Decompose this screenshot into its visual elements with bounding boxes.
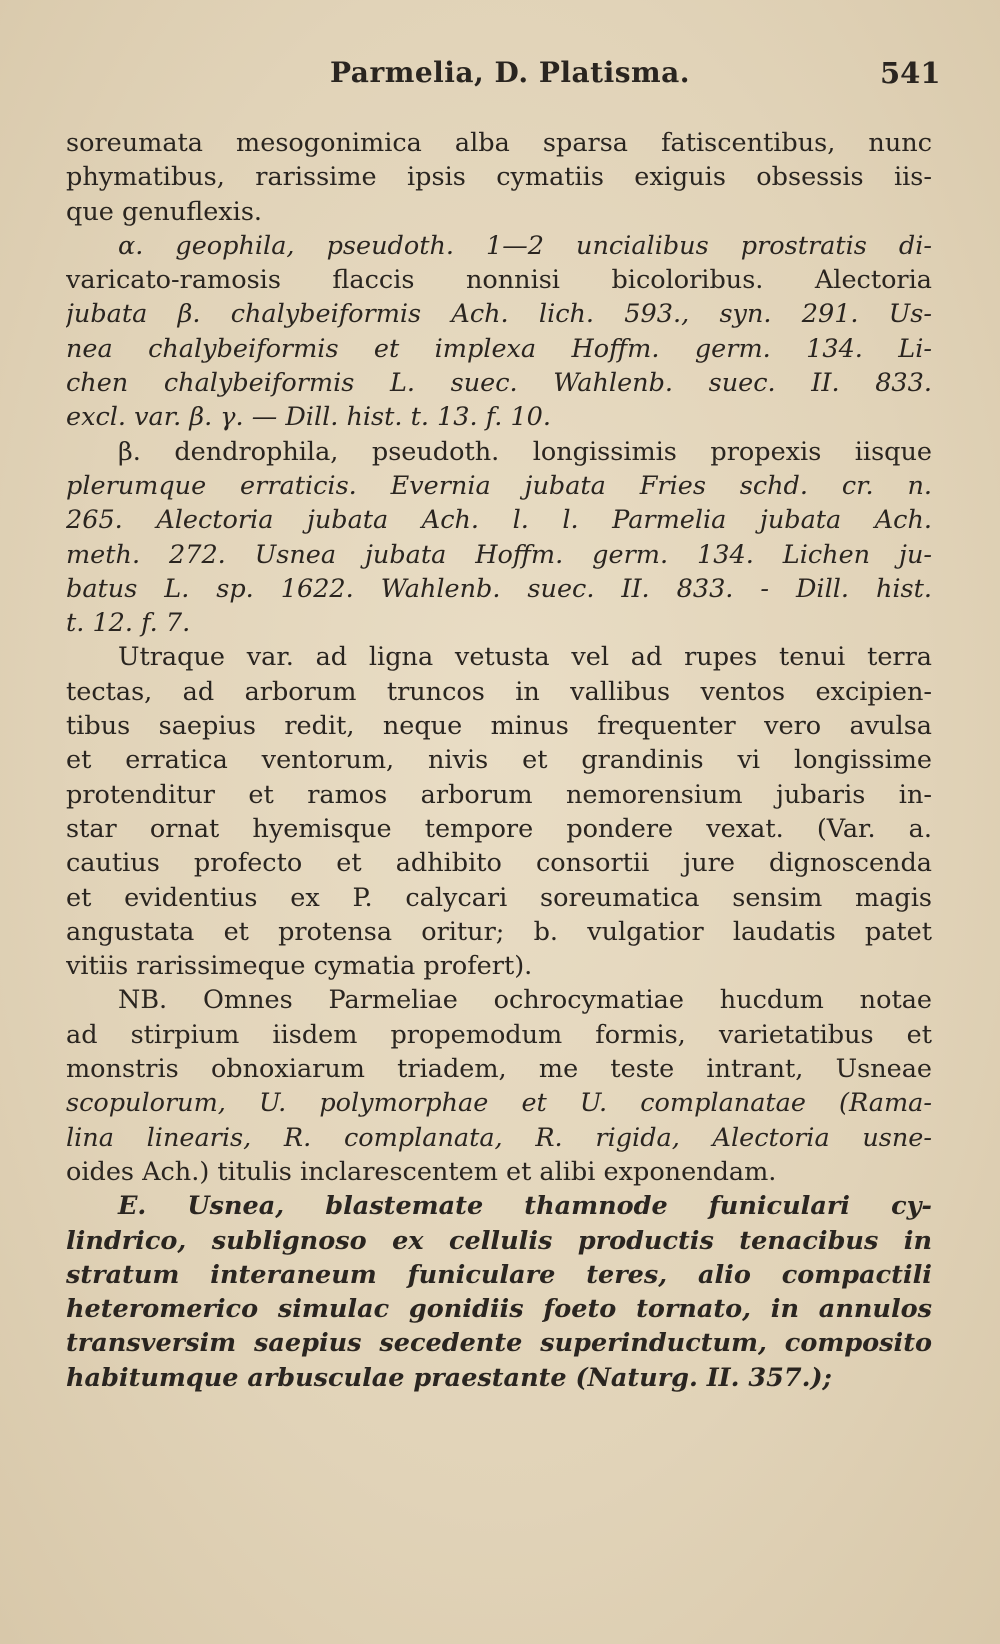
- running-head: Parmelia, D. Platisma.: [330, 56, 691, 89]
- text-line: et evidentius ex P. calycari soreumatica sensim magis: [66, 882, 932, 913]
- text-line: E. Usnea, blastemate thamnode funiculari cy-: [118, 1191, 932, 1222]
- text-line: heteromerico simulac gonidiis foeto tornato, in annulos: [66, 1294, 932, 1325]
- text-line: Utraque var. ad ligna vetusta vel ad rupes tenui terra: [118, 642, 932, 673]
- body-text: [66, 126, 932, 1395]
- text-line: nea chalybeiformis et implexa Hoffm. germ. 134. Li-: [66, 333, 932, 364]
- text-line: que genuflexis.: [66, 196, 263, 227]
- text-line: et erratica ventorum, nivis et grandinis vi longissime: [66, 745, 932, 776]
- text-line: varicato-ramosis flaccis nonnisi bicoloribus. Alectoria: [66, 265, 932, 296]
- page-header: [0, 56, 1000, 96]
- page-number: 541: [880, 56, 941, 90]
- text-line: soreumata mesogonimica alba sparsa fatiscentibus, nunc: [66, 128, 932, 158]
- text-line: tectas, ad arborum truncos in vallibus ventos excipien-: [66, 676, 932, 707]
- text-line: batus L. sp. 1622. Wahlenb. suec. II. 833. - Dill. hist.: [66, 573, 932, 604]
- text-line: habitumque arbusculae praestante (Naturg. II. 357.);: [66, 1362, 832, 1393]
- text-line: stratum interaneum funiculare teres, alio compactili: [66, 1259, 932, 1290]
- text-line: lina linearis, R. complanata, R. rigida, Alectoria usne-: [66, 1122, 932, 1153]
- text-line: t. 12. f. 7.: [66, 608, 191, 639]
- text-line: ad stirpium iisdem propemodum formis, varietatibus et: [66, 1019, 932, 1050]
- text-line: oides Ach.) titulis inclarescentem et alibi exponendam.: [66, 1156, 777, 1187]
- text-line: tibus saepius redit, neque minus frequenter vero avulsa: [66, 711, 932, 742]
- text-line: vitiis rarissimeque cymatia profert).: [66, 951, 533, 982]
- text-line: protenditur et ramos arborum nemorensium jubaris in-: [66, 779, 932, 810]
- text-line: angustata et protensa oritur; b. vulgatior laudatis patet: [66, 916, 932, 947]
- text-line: NB. Omnes Parmeliae ochrocymatiae hucdum notae: [118, 985, 932, 1016]
- text-line: meth. 272. Usnea jubata Hoffm. germ. 134. Lichen ju-: [66, 539, 932, 570]
- text-line: α. geophila, pseudoth. 1—2 uncialibus prostratis di-: [118, 230, 932, 261]
- text-line: phymatibus, rarissime ipsis cymatiis exiguis obsessis iis-: [66, 162, 932, 193]
- text-line: lindrico, sublignoso ex cellulis productis tenacibus in: [66, 1225, 932, 1256]
- text-line: transversim saepius secedente superinductum, composito: [66, 1328, 932, 1359]
- text-line: scopulorum, U. polymorphae et U. complanatae (Rama-: [66, 1088, 932, 1119]
- text-line: plerumque erraticis. Evernia jubata Fries schd. cr. n.: [66, 470, 932, 501]
- text-line: cautius profecto et adhibito consortii jure dignoscenda: [66, 848, 932, 879]
- text-line: excl. var. β. γ. — Dill. hist. t. 13. f. 10.: [66, 402, 551, 433]
- text-line: monstris obnoxiarum triadem, me teste intrant, Usneae: [66, 1054, 932, 1085]
- text-line: star ornat hyemisque tempore pondere vexat. (Var. a.: [66, 813, 932, 844]
- text-line: β. dendrophila, pseudoth. longissimis propexis iisque: [118, 436, 932, 467]
- text-line: jubata β. chalybeiformis Ach. lich. 593., syn. 291. Us-: [66, 299, 932, 330]
- text-line: 265. Alectoria jubata Ach. l. l. Parmelia jubata Ach.: [66, 505, 932, 536]
- text-line: chen chalybeiformis L. suec. Wahlenb. suec. II. 833.: [66, 368, 932, 399]
